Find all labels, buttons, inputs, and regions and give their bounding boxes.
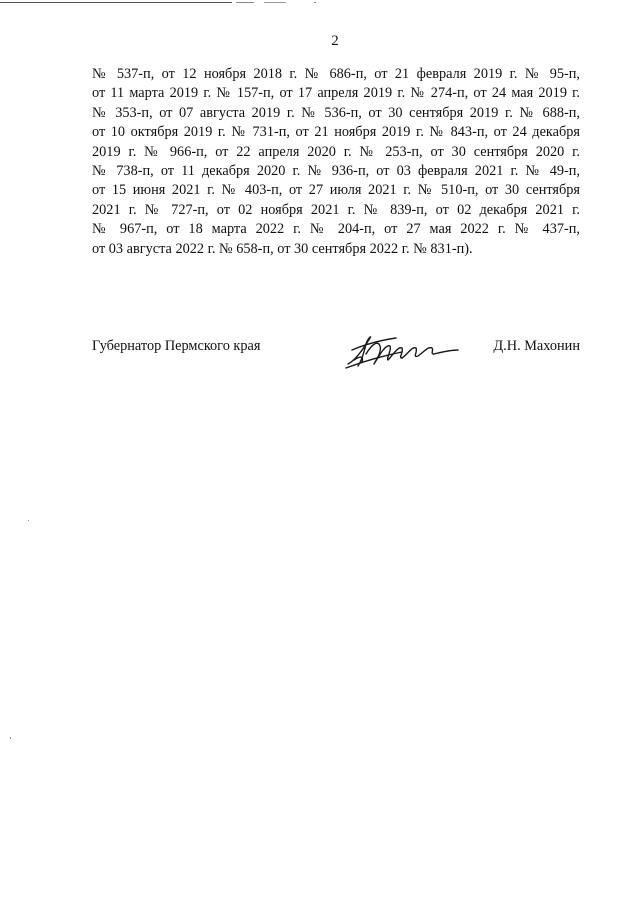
body-line: от 11 марта 2019 г. № 157-п, от 17 апреля 2019 г. № 274-п, от 24 мая 2019 г. <box>92 85 580 102</box>
document-body <box>92 65 580 259</box>
body-line: № 967-п, от 18 марта 2022 г. № 204-п, от 27 мая 2022 г. № 437-п, <box>92 221 580 238</box>
page-number: 2 <box>331 33 339 49</box>
body-line: № 738-п, от 11 декабря 2020 г. № 936-п, от 03 февраля 2021 г. № 49-п, <box>92 163 580 180</box>
body-line: от 10 октября 2019 г. № 731-п, от 21 ноября 2019 г. № 843-п, от 24 декабря <box>92 124 580 141</box>
body-line: 2019 г. № 966-п, от 22 апреля 2020 г. № 253-п, от 30 сентября 2020 г. <box>92 143 580 160</box>
body-line: № 353-п, от 07 августа 2019 г. № 536-п, от 30 сентября 2019 г. № 688-п, <box>92 104 580 121</box>
scan-artifact-line <box>0 2 232 3</box>
scan-speck <box>28 520 29 521</box>
scan-artifact-line <box>236 2 254 3</box>
scan-artifact-line <box>314 2 316 3</box>
signatory-title: Губернатор Пермского края <box>92 338 261 354</box>
scan-artifact-line <box>264 2 286 3</box>
signature-block <box>92 336 580 376</box>
scan-speck <box>10 737 11 739</box>
handwritten-signature <box>342 330 462 372</box>
body-line: 2021 г. № 727-п, от 02 ноября 2021 г. № 839-п, от 02 декабря 2021 г. <box>92 201 580 218</box>
body-line: от 03 августа 2022 г. № 658-п, от 30 сентября 2022 г. № 831-п). <box>92 240 473 257</box>
signatory-name: Д.Н. Махонин <box>493 338 580 354</box>
body-line: от 15 июня 2021 г. № 403-п, от 27 июля 2021 г. № 510-п, от 30 сентября <box>92 182 580 199</box>
body-line: № 537-п, от 12 ноября 2018 г. № 686-п, от 21 февраля 2019 г. № 95-п, <box>92 66 580 82</box>
